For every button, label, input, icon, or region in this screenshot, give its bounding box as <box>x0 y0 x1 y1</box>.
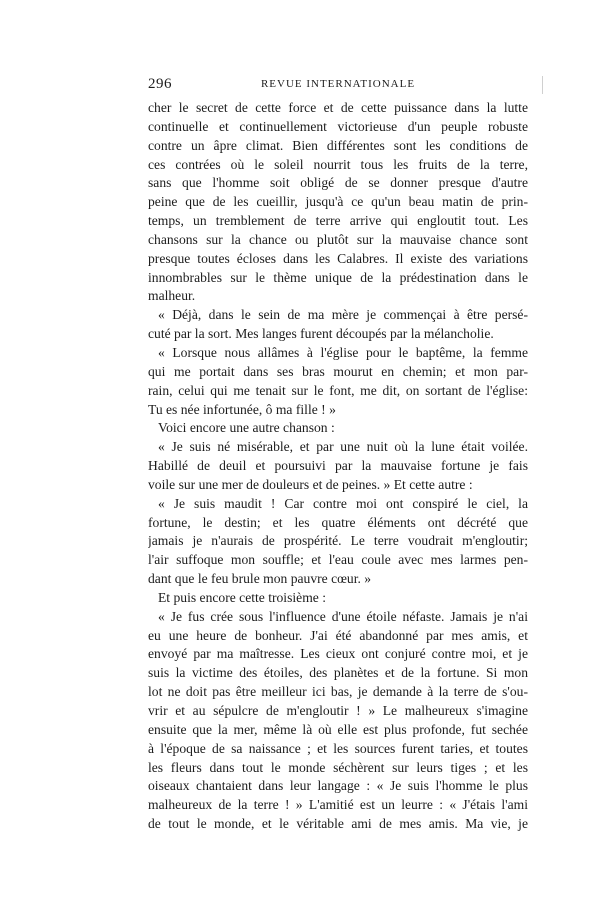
text-line: rain, celui qui me tenait sur le font, me dit, on sortant de l'église: <box>148 382 528 398</box>
text-line: eu une heure de bonheur. J'ai été abandonné par mes amis, et <box>148 627 528 643</box>
text-line: continuelle et continuellement victorieuse d'un peuple robuste <box>148 118 528 134</box>
page-header <box>148 76 528 94</box>
text-line: « Déjà, dans le sein de ma mère je commençai à être persé- <box>158 307 528 323</box>
text-line: de tout le monde, et le véritable ami de mes amis. Ma vie, je <box>148 816 528 832</box>
margin-mark <box>542 76 543 94</box>
text-line: innombrables sur le thème unique de la prédestination dans le <box>148 269 528 285</box>
page-number: 296 <box>148 76 172 92</box>
running-title: REVUE INTERNATIONALE <box>260 78 416 90</box>
text-line: vrir et au sépulcre de m'engloutir ! » Le malheureux s'imagine <box>148 703 528 718</box>
text-line: qui me portait dans ses bras mourut en chemin; et mon par- <box>148 363 528 379</box>
text-line: malheur. <box>148 288 196 304</box>
text-line: Et puis encore cette troisième : <box>158 589 326 605</box>
text-line: les fleurs dans tout le monde séchèrent sur leurs tiges ; et les <box>148 759 528 775</box>
text-line: lot ne doit pas être meilleur ici bas, je demande à la terre de s'ou- <box>148 684 528 700</box>
text-line: jamais je n'aurais de prospérité. Le terre voudrait m'engloutir; <box>148 533 528 549</box>
text-line: malheureux de la terre ! » L'amitié est un leurre : « J'étais l'ami <box>148 797 528 813</box>
text-line: contre un âpre climat. Bien différentes sont les conditions de <box>148 137 528 153</box>
text-line: ensuite que la mer, même là où elle est plus profonde, fut sechée <box>148 721 528 737</box>
text-line: Habillé de deuil et poursuivi par la mauvaise fortune je fais <box>148 458 528 474</box>
text-line: presque toutes écloses dans les Calabres. Il existe des variations <box>148 250 528 266</box>
text-line: ces contrées où le soleil nourrit tous les fruits de la terre, <box>148 156 528 172</box>
text-line: à l'époque de sa naissance ; et les sources furent taries, et toutes <box>148 740 528 756</box>
text-line: peine que de les cueillir, jusqu'à ce qu'un beau matin de prin- <box>148 194 528 210</box>
text-line: dant que le feu brule mon pauvre cœur. » <box>148 571 372 587</box>
text-line: sans que l'homme soit obligé de se donner presque d'autre <box>148 175 528 191</box>
text-line: chansons sur la chance ou plutôt sur la mauvaise chance sont <box>148 231 528 247</box>
text-line: voile sur une mer de douleurs et de peines. » Et cette autre : <box>148 476 473 492</box>
text-line: Tu es née infortunée, ô ma fille ! » <box>148 401 336 417</box>
text-line: « Je suis maudit ! Car contre moi ont conspiré le ciel, la <box>158 495 528 511</box>
text-line: envoyé par ma maîtresse. Les cieux ont conjuré contre moi, et je <box>148 646 528 662</box>
text-line: cher le secret de cette force et de cette puissance dans la lutte <box>148 100 528 115</box>
body-text <box>148 99 528 834</box>
text-line: « Lorsque nous allâmes à l'église pour le baptême, la femme <box>158 344 528 360</box>
text-line: fortune, le destin; et les quatre éléments ont décrété que <box>148 514 528 530</box>
text-line: Voici encore une autre chanson : <box>158 420 335 436</box>
text-line: cuté par la sort. Mes langes furent découpés par la mélancholie. <box>148 326 494 342</box>
text-line: « Je fus crée sous l'influence d'une étoile néfaste. Jamais je n'ai <box>158 608 528 624</box>
text-line: l'air suffoque mon souffle; et l'eau coule avec mes larmes pen- <box>148 552 528 568</box>
text-line: temps, un tremblement de terre arrive qui engloutit tout. Les <box>148 213 528 229</box>
text-line: oiseaux chantaient dans leur langage : « Je suis l'homme le plus <box>148 778 528 794</box>
text-line: « Je suis né misérable, et par une nuit où la lune était voilée. <box>158 439 528 455</box>
text-line: suis la victime des étoiles, des planètes et de la fortune. Si mon <box>148 665 528 681</box>
